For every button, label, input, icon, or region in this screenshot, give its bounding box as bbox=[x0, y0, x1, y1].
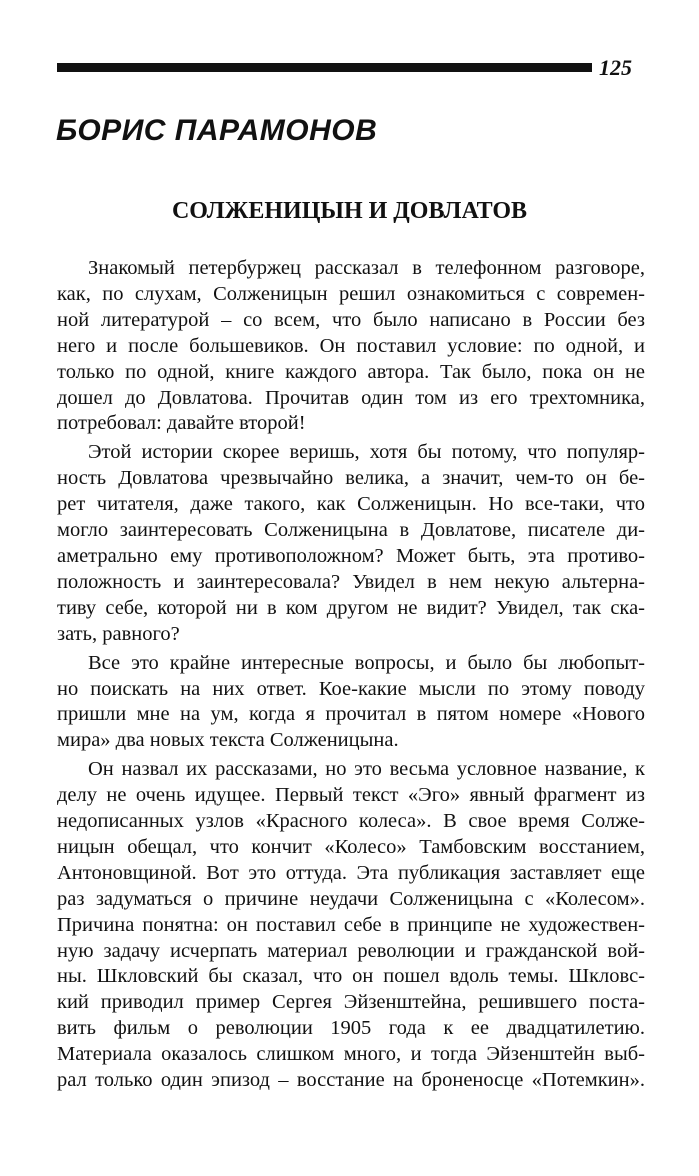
text-line: пришли мне на ум, когда я прочитал в пятом номере «Нового bbox=[57, 703, 645, 726]
text-line: ную задачу исчерпать материал революции и гражданской вой- bbox=[57, 939, 645, 962]
text-line: могло заинтересовать Солженицына в Довлатове, писателе ди- bbox=[57, 519, 645, 542]
text-line: ницын обещал, что кончит «Колесо» Тамбовским восстанием, bbox=[57, 835, 645, 858]
text-line: аметрально ему противоположном? Может быть, эта противо- bbox=[57, 544, 645, 567]
text-line: ны. Шкловский бы сказал, что он пошел вдоль темы. Шкловс- bbox=[57, 965, 645, 988]
text-line: тиву себе, которой ни в ком другом не видит? Увидел, так ска- bbox=[57, 596, 645, 619]
text-line: делу не очень идущее. Первый текст «Эго» явный фрагмент из bbox=[57, 784, 645, 807]
text-line: дошел до Довлатова. Прочитав один том из его трехтомника, bbox=[57, 386, 645, 409]
text-line: как, по слухам, Солженицын решил ознакомиться с современ- bbox=[57, 282, 645, 305]
text-line: него и после большевиков. Он поставил условие: по одной, и bbox=[57, 334, 645, 357]
text-line: кий приводил пример Сергея Эйзенштейна, решившего поста- bbox=[57, 991, 645, 1014]
paragraph bbox=[57, 651, 645, 755]
text-line: недописанных узлов «Красного колеса». В свое время Солже- bbox=[57, 810, 645, 833]
article-body bbox=[57, 256, 645, 1094]
text-line: зать, равного? bbox=[57, 622, 180, 645]
paragraph bbox=[57, 440, 645, 647]
text-line: Он назвал их рассказами, но это весьма условное название, к bbox=[88, 758, 645, 781]
text-line: Антоновщиной. Вот это оттуда. Эта публикация заставляет еще bbox=[57, 861, 645, 884]
text-line: Материала оказалось слишком много, и тогда Эйзенштейн выб- bbox=[57, 1043, 645, 1066]
text-line: вить фильм о революции 1905 года к ее двадцатилетию. bbox=[57, 1017, 645, 1040]
article-title: СОЛЖЕНИЦЫН И ДОВЛАТОВ bbox=[171, 198, 528, 224]
text-line: мира» два новых текста Солженицына. bbox=[57, 729, 399, 752]
author-name: БОРИС ПАРАМОНОВ bbox=[56, 114, 378, 147]
text-line: рал только один эпизод – восстание на броненосце «Потемкин». bbox=[57, 1069, 645, 1092]
paragraph bbox=[57, 757, 645, 1094]
text-line: рет читателя, даже такого, как Солженицын. Но все-таки, что bbox=[57, 493, 645, 516]
text-line: только по одной, книге каждого автора. Так было, пока он не bbox=[57, 360, 645, 383]
text-line: потребовал: давайте второй! bbox=[57, 412, 306, 435]
paragraph bbox=[57, 256, 645, 437]
header-rule bbox=[57, 63, 592, 72]
text-line: раз задуматься о причине неудачи Солженицына с «Колесом». bbox=[57, 887, 645, 910]
page-number: 125 bbox=[599, 55, 632, 80]
text-line: ность Довлатова чрезвычайно велика, а значит, чем-то он бе- bbox=[57, 467, 645, 490]
text-line: Этой истории скорее веришь, хотя бы потому, что популяр- bbox=[88, 441, 645, 464]
text-line: но поискать на них ответ. Кое-какие мысли по этому поводу bbox=[57, 677, 645, 700]
text-line: Все это крайне интересные вопросы, и было бы любопыт- bbox=[88, 651, 645, 674]
text-line: Знакомый петербуржец рассказал в телефонном разговоре, bbox=[88, 257, 645, 279]
text-line: Причина понятна: он поставил себе в принципе не художествен- bbox=[57, 913, 645, 936]
text-line: ной литературой – со всем, что было написано в России без bbox=[57, 308, 645, 331]
text-line: положность и заинтересовала? Увидел в нем некую альтерна- bbox=[57, 570, 645, 593]
